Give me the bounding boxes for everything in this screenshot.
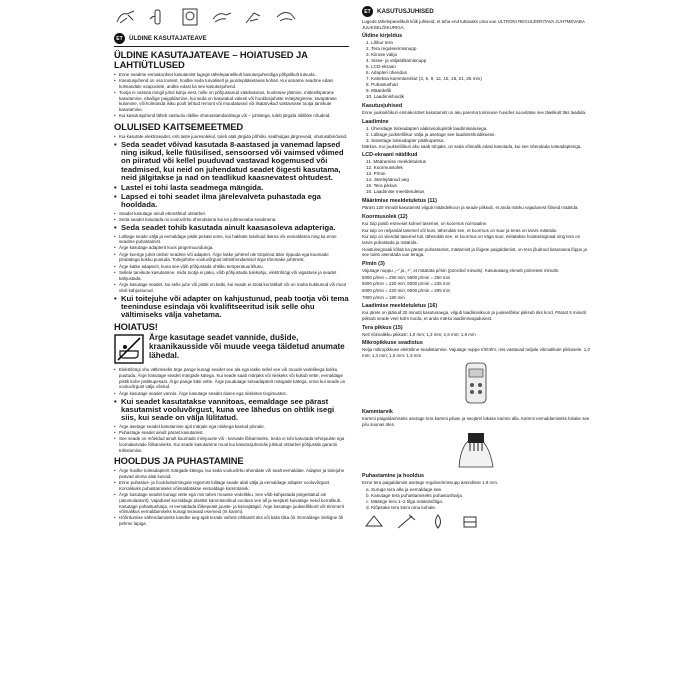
- list-item: • Enne seadme esmakordset kasutamist lugege tähelepanelikult kasutusjuhendiga põhjalikult tutvuda.: [114, 72, 349, 78]
- list-item: 12. Koormussolek: [366, 165, 403, 171]
- list-item: 5. LCD-ekraan: [366, 64, 396, 70]
- illustration-row-top: [114, 6, 349, 28]
- list-item: 3. Sisestage toiteadapter pistikupessa.: [366, 137, 445, 143]
- list-item: • Elektrilöögi ohu vältimiseks ärge pange kunagi seadet vee ala ega laske sellel vee või muude vedelikega kokku puutuda. Ärge kasutage seadet märgade kätega. Kui seade saab märjaks või niiskeks või kukub vette, eemaldage pistik kohe pistikupesast. Ärge pange käsi vette. Ärge puudutage toiteadapterit märgade kätega, enne kui seade on vooluvõrgust välja võetud.: [114, 367, 349, 390]
- clean-title: Puhastamine ja hooldus: [362, 473, 425, 480]
- list-item: • Lastel ei tohi lasta seadmega mängida.: [114, 184, 349, 192]
- language-badge: ET: [114, 33, 125, 44]
- usage-title: Kasutusjuhised: [362, 103, 403, 110]
- list-item: 13. P/min: [366, 171, 386, 177]
- rpm-text: Vajutage nuppu „–“ ja „+“, et määrata p/min (pöörded minutis). Kasutusaeg eleneb pööretest minutis:: [362, 267, 560, 273]
- list-item: 2. Lülitage juukselõikur välja ja asetage see laadimishoidikusse.: [366, 131, 496, 137]
- warning-bullets: [114, 367, 349, 396]
- hand-clipper-icon: [210, 7, 234, 27]
- list-item: • Seda seadet võivad kasutada 8-aastased ja vanemad lapsed ning isikud, kelle füüsilised, sensoorsed või vaimsed võimed on piiratud või kellel puuduvad vastavad kogemused või teadmised, kui neid on juhendatud seadet õigesti kasutama, neid jälgitakse ja nad on teadlikud kaasnevatest ohtudest.: [114, 141, 349, 183]
- list-item: a. Suruge tera alla ja eemaldage see.: [366, 486, 443, 492]
- list-item: 9. Määrdeõli: [366, 88, 392, 94]
- charging-title: Laadimine: [362, 118, 389, 125]
- right-column: [362, 6, 590, 694]
- charging-note: Märkus. Kui juukselõikuri aku saab tühjaks, on seda võimalik edasi kasutada, kui see ühendada toiteadapteriga.: [362, 143, 582, 149]
- main-title: ÜLDINE KASUTAJATEAVE – HOIATUSED JA LAHTIÜTLUSED: [114, 49, 308, 70]
- divider: [114, 46, 349, 47]
- list-item: d. Klõpsake tera kinni oma kohale.: [366, 504, 437, 510]
- blade-text: Neli võimalikku pikkust: 1,0 mm; 1,3 mm; 1,6 mm; 1,9 mm: [362, 331, 476, 337]
- list-item: • Ärge kasutage seadet, kui selle juhe või pistik on katki, kui seade ei tööta korralikult või on maha kukkunud või muul viisil kahjustunud.: [114, 282, 349, 293]
- list-item: 5000 p/min = 220 min; 6000 p/min = 235 min: [362, 281, 451, 287]
- warning-text: Ärge kasutage seadet vannide, dušide, kraanikausside või muude veega täidetud anumate lähedal.: [149, 333, 345, 360]
- intro-text: Lugede tähelepanelikult kõik juhiseid, et teha end tuttavaks oma uue ULTRON! REGULEERITAVA JUHTMEVABA JUUKSELÕIKURIGA.: [362, 19, 585, 30]
- list-item: • Ärge kasutage seadet vannis. Ärge kasutage seadet duses ega niisketes tingimustes.: [114, 391, 349, 397]
- list-item: 6000 p/min = 220 min; 6500 p/min = 205 min: [362, 288, 451, 294]
- language-header: [114, 33, 349, 44]
- micro-title: Mikropikkuse seadistus: [362, 340, 423, 347]
- list-item: • See seade on mõeldud ainult kuumade inimjuuste või - karvade lõikamiseks. Seda ei tohi kasutada tehisjuuste ega loomakarvade lõikamiseks. Kui seade kasutamine muul kui kasutusjuhendis juhitud otstarbel põhjustab garantii tühistamise.: [114, 436, 349, 453]
- load-text: Kui tulp on neljandal tasemel või kuni, tähendab see, et koormus on suur ja teras on tarvis määrida.: [362, 227, 558, 233]
- list-item: 14. Järelejäänud aeg: [366, 177, 409, 183]
- list-item: • Kui kasutusjuhend läheb vastuolu riiklike ohutusstandarditega või – juhistega, tuleb järgida riiklikke nõudeid.: [114, 113, 349, 119]
- list-item: • Lülitage seade välja ja eemaldage pistik pesast enne, kui hakkate tarvikuid ikama või eemaldama ning ka enne seadme puhastamist.: [114, 234, 349, 245]
- clipper-buttons-illustration: [362, 361, 590, 405]
- list-item: 15. Tera pikkus: [366, 183, 397, 189]
- list-item: • Enne puhastus- ja hooldustoimingute tegemist lülitage seade alati välja ja eemaldage adapter vooluvõrgust. Korralikuks puhastamiseks võimaldatakse eemaldage kammtarvik.: [114, 480, 349, 491]
- no-bath-icon: [114, 334, 144, 364]
- brush-clean-icon: [394, 512, 418, 532]
- load-title: Koormusolek (12): [362, 213, 408, 220]
- list-item: 11. Määramise meeldetuletus: [366, 159, 426, 165]
- parts-title: Üldine kirjeldus: [362, 33, 403, 40]
- load-text: Hoiatussignaali kõlab ka pärast puhastamist, määrimist ja lõigete paigaldamist, on tera jõudnud kasutusea lõppu ja see tuleb asendada uue teraga.: [362, 246, 587, 258]
- oil-drop-icon: [426, 512, 450, 532]
- rpm-values: [362, 275, 590, 301]
- list-item: c. Määrige tera 1–2 tilga määrdeõliga.: [366, 498, 444, 504]
- list-item: • Ärge katke adapterit, kuna see võib põhjustada ohtliku temperatuuritõusu.: [114, 264, 349, 270]
- safety-title: OLULISED KAITSEMEETMED: [114, 121, 244, 133]
- safety-bullets: [114, 134, 349, 140]
- comb-title: Kammtarvik: [362, 408, 393, 415]
- list-item: 16. Laadimise meeldetuletus: [366, 189, 425, 195]
- list-item: • Kui toitejuhe või adapter on kahjustunud, peab tootja või tema teeninduse esindaja või kvalifitseeritud isik selle ohu vältimiseks välja vahetama.: [114, 295, 349, 320]
- list-item: 8. Puhastushari: [366, 82, 398, 88]
- left-column: [114, 6, 349, 694]
- list-item: 4. Sisse- ja väljalülitamisnupp: [366, 58, 427, 64]
- warning-box: [114, 334, 349, 364]
- comb-text: Kammi paigaldamiseks asetage tera kammi piluse ja seejärel lükake kammi alla. Kammi eemaldamiseks lükake see pilu suunas üles.: [362, 415, 590, 427]
- illustration-row-bottom: [362, 511, 590, 533]
- micro-text: Nelja mikropikkuse elektriline seadistamine. Vajutage nuppe I/II/III/IV, mis vastavad neljale võimalikule pikkusele: 1,0 mm; 1,3 mm; 1,6 mm; 1,9 mm: [362, 347, 590, 359]
- list-item: • Tootja ei vastuta mingil juhul kahju eest, mille on põhjustanud väärkasutus, hooletuse jätmine, mittesihipärane kasutamine, ebaõige paigaldamine, kui seda on kasutatud valesti või hooldusjuhiste mittejärgimine, tavapärase kulumine, või kolmanda isiku poolt tehtud remont või muudatused või lisatarvikud vastavusse tootja tarvikute kasutamine.: [114, 90, 349, 113]
- list-item: 7000 p/min = 190 min: [362, 294, 405, 300]
- charging-steps: [362, 126, 590, 144]
- oil-title: Määrimise meeldetuletus (11): [362, 198, 437, 205]
- safety-bullets-emphasis: [114, 224, 349, 232]
- care-bullets: [114, 468, 349, 527]
- blade-title: Tera pikkus (15): [362, 324, 403, 331]
- list-item: 3. Kiiruse valija: [366, 52, 397, 58]
- parts-list: [362, 40, 590, 100]
- list-item: b. Kasutage tera puhastamiseks puhastusharja.: [366, 492, 464, 498]
- rpm-title: P/min (3): [362, 260, 385, 267]
- language-header: [362, 6, 590, 17]
- list-item: • Lapsed ei tohi seadet ilma järelevalveta puhastada ega hooldada.: [114, 193, 349, 210]
- hand-clipper-icon: [242, 7, 266, 27]
- list-item: • Ärge asetage seadet kasutamise ajal märjale ega niiskega kaetud pinnale.: [114, 424, 349, 430]
- head-trim-icon: [178, 7, 202, 27]
- load-text: Kui tulp püsib esimesel kolmel tasemel, on koormus normaalne.: [362, 220, 488, 226]
- warning-title: HOIATUS!: [114, 321, 158, 333]
- list-item: • Seda seadet tohib kasutada ainult kaasasoleva adapteriga.: [114, 224, 349, 232]
- lcd-title: LCD-ekraani näidikud: [362, 152, 418, 159]
- language-section-title: KASUTUSJUHISED: [377, 8, 434, 15]
- list-item: 10. Laadimishoidik: [366, 94, 405, 100]
- list-item: • Sellele tarvikute kasutamine, mida tootja ei paku, võib põhjustada tulekahju, elektrilöögi või vigastuse ja seadet kahjustada.: [114, 270, 349, 281]
- language-section-title: ÜLDINE KASUTAJATEAVE: [129, 35, 207, 42]
- safety-bullets-emphasis: [114, 141, 349, 210]
- safety-bullets-emphasis: [114, 295, 349, 320]
- list-item: • Seadet kasutage ainult ettenähtud otstarbel.: [114, 211, 349, 217]
- list-item: • Ärge kasutage seadet kunagi vette ega mis tahes muusse vedelikku. See võib kahjustada pingestatud osi (akumulaatorit). Vajadusel korraldage plastist kammtarvikud voolava vee all ja seejärel kuivatage need korralikult. Kasutage puhastusharja, et eemaldada lõikepeäst juuste- ja karvajäägid. Ärge kasutage juukselõikurit või trimmerit võimalikus eemaldamiseks kunagi teravaid esemeid (nt kamm).: [114, 492, 349, 515]
- oil-text: Pärast 120 minutit kasutamist vilgub määrdeikoon ja seade piiksub, et anda märku vajadusest lõiseid määrida.: [362, 205, 579, 211]
- blade-snap-icon: [458, 512, 482, 532]
- list-item: 7. Kaheksa kammtarvikut (3, 6, 9, 12, 15, 18, 21, 25 mm): [366, 76, 482, 82]
- safety-bullets: [114, 234, 349, 294]
- charge-reminder-title: Laadimise meeldetuletus (16): [362, 303, 438, 310]
- warning-bullets: [114, 424, 349, 454]
- blade-press-icon: [362, 512, 386, 532]
- lcd-list: [362, 159, 590, 195]
- list-item: • Kasutusjuhend on osa tootest, hoidke seda turvaliselt ja juurdepääsetavas kohas. Kui anname seadme edasi kolmandale osapoolele, andke edasi ka see kasutusjuhend.: [114, 78, 349, 89]
- care-title: HOOLDUS JA PUHASTAMINE: [114, 455, 244, 467]
- charge-reminder-text: Kui järele on jäänud 20 minutit kasutusaega, vilgub laadimisikoon ja juukselõikur piiksub üks kord. Pärast 5 minutit piiksub seade veel kolm korda, et anda märku laadimisvajadusest.: [362, 310, 586, 322]
- list-item: 6. Adapteri ühendus: [366, 70, 407, 76]
- list-item: 5000 p/min = 290 min; 5500 p/min = 250 min: [362, 274, 451, 280]
- list-item: • Seda seadet kasutada nii vooluvõrku ühendatuna kui ka juhtmevaba seadmena.: [114, 217, 349, 223]
- safety-bullets: [114, 211, 349, 223]
- hand-clipper-icon: [114, 7, 138, 27]
- list-item: • Hõõrdumise vähendamiseks kandke aeg-ajalt terade vahele ühtlaselt üks või kaks tilka õli. Eemaldage üleliigne õli pehme lapiga.: [114, 515, 349, 526]
- warning-bullets-emphasis: [114, 398, 349, 423]
- clean-text: Enne tera paigaldamist asetage reguleerimisnupp asendisse 1,9 mm.: [362, 480, 499, 486]
- intro-bullets: [114, 72, 349, 119]
- load-text: Kui tulp on viiendal tasemel tuli, tähendab see, et koormus on väga suur, esitatakse hoiatussignaal ning tera on tarvis puhastada ja määrida.: [362, 234, 581, 245]
- list-item: • Puhastage seadet ainult pärast kasutamist.: [114, 430, 349, 436]
- usage-text: Enne juukselõikuri esmakordset kasutamist on aku parema toimivuse huvides soovitatav see täielikult täis laadida.: [362, 110, 587, 116]
- list-item: • Ärge hoidke toiteadapterit märgade kätega, kui seda vooluvõrku ühendate või sealt eemaldate. Adapter ja toitejuhe peavad olema alati kuivad.: [114, 468, 349, 479]
- list-item: • Ärge kasutage adapterit koos pingemuunduriga.: [114, 245, 349, 251]
- language-badge: ET: [362, 6, 373, 17]
- list-item: 1. Lõikur tera: [366, 40, 393, 46]
- clean-steps: [362, 487, 590, 511]
- list-item: • Kui seadet kasutatakse vannitoas, eemaldage see pärast kasutamist vooluvõrgust, kuna vee lähedus on ohtlik isegi siis, kui seade on välja lülitatud.: [114, 398, 349, 423]
- list-item: 1. Ühendage toiteadapteri alalisvoolupistik laadimisalusega.: [366, 125, 488, 131]
- list-item: • Kui kasutate elektriseadet, eriti laste juuresolekul, tuleb alati järgida põhilisi, sealhulgas järgnevaid, ohutusabinõusid.: [114, 134, 349, 140]
- hand-clipper-icon: [274, 7, 298, 27]
- hand-clipper-icon: [146, 7, 170, 27]
- comb-attachment-illustration: [362, 429, 590, 469]
- list-item: • Ärge keerige juhet ümber seadme või adapteri. Ärge laske juhtmel üle tööpinna ääre rippuda ega kuumade pindadega kokku puutuda. Toitejuhtme vooluvõrgust lahtiühendamisel ärge tõmmake juhtmest.: [114, 252, 349, 263]
- list-item: 2. Tera reguleerimisnupp: [366, 46, 417, 52]
